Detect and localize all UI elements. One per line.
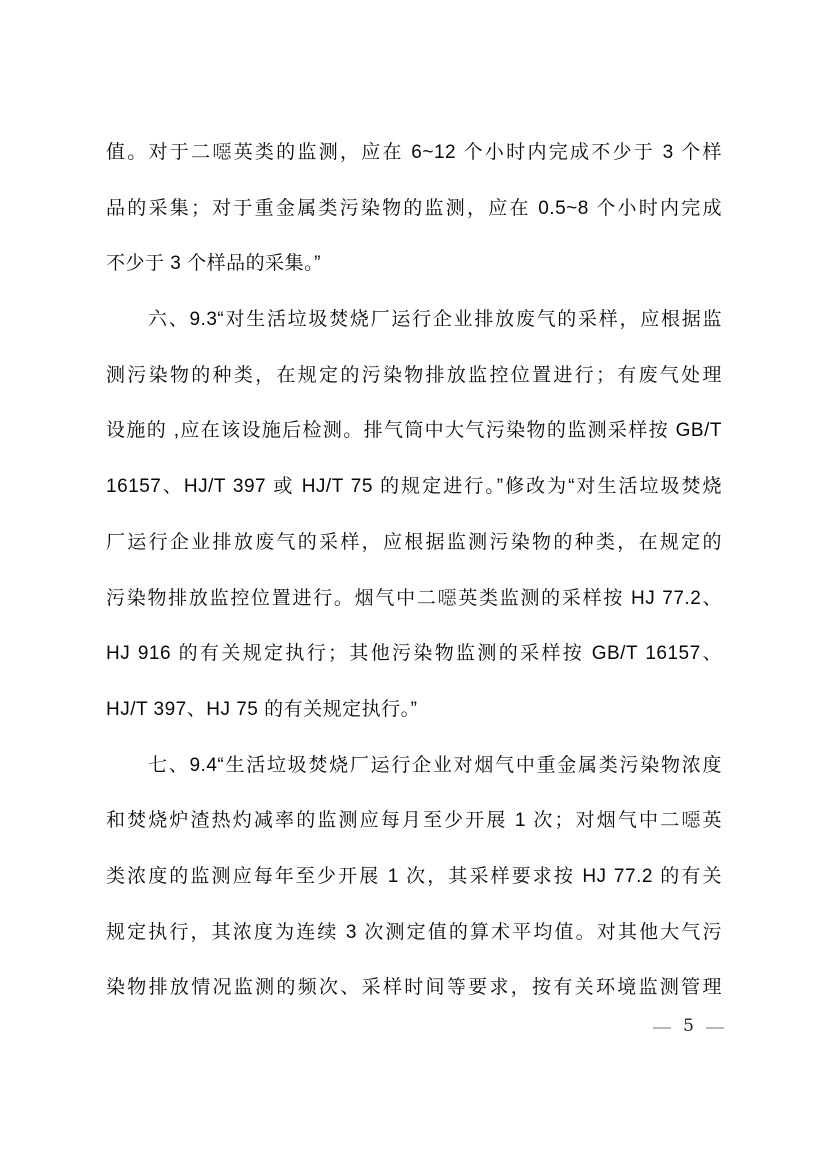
- text-line: 规定执行，其浓度为连续 3 次测定值的算术平均值。对其他大气污: [106, 921, 722, 943]
- paragraph: [106, 292, 722, 738]
- text-line: HJ 916 的有关规定执行；其他污染物监测的采样按 GB/T 16157、: [106, 643, 722, 665]
- paragraph: [106, 125, 722, 292]
- text-line: 16157、HJ/T 397 或 HJ/T 75 的规定进行。”修改为“对生活垃圾焚烧: [106, 476, 722, 498]
- text-line: 设施的 ,应在该设施后检测。排气筒中大气污染物的监测采样按 GB/T: [106, 420, 722, 442]
- page-number: 5: [683, 1016, 694, 1036]
- document-body: [106, 125, 722, 1016]
- text-line: 染物排放情况监测的频次、采样时间等要求，按有关环境监测管理: [106, 977, 722, 999]
- text-line: 厂运行企业排放废气的采样，应根据监测污染物的种类，在规定的: [106, 531, 722, 553]
- text-line: 七、9.4“生活垃圾焚烧厂运行企业对烟气中重金属类污染物浓度: [148, 754, 722, 776]
- paragraph: [106, 738, 722, 1016]
- text-line: 测污染物的种类，在规定的污染物排放监控位置进行；有废气处理: [106, 364, 722, 386]
- page-footer: [654, 1016, 723, 1036]
- text-line: 品的采集；对于重金属类污染物的监测，应在 0.5~8 个小时内完成: [106, 197, 722, 219]
- fallback-glyph: 噁: [681, 809, 703, 832]
- text-line: HJ/T 397、HJ 75 的有关规定执行。”: [106, 698, 418, 720]
- footer-dash-right: —: [705, 1016, 725, 1036]
- text-line: 污染物排放监控位置进行。烟气中二噁英类监测的采样按 HJ 77.2、: [106, 586, 722, 609]
- text-line: 不少于 3 个样品的采集。”: [106, 253, 321, 275]
- footer-dash-left: —: [652, 1016, 673, 1036]
- fallback-glyph: 噁: [437, 586, 459, 609]
- fallback-glyph: 噁: [212, 141, 234, 163]
- text-line: 类浓度的监测应每年至少开展 1 次，其采样要求按 HJ 77.2 的有关: [106, 865, 722, 887]
- text-line: 值。对于二噁英类的监测，应在 6~12 个小时内完成不少于 3 个样: [106, 141, 722, 163]
- text-line: 六、9.3“对生活垃圾焚烧厂运行企业排放废气的采样，应根据监: [148, 309, 722, 331]
- text-line: 和焚烧炉渣热灼减率的监测应每月至少开展 1 次；对烟气中二噁英: [106, 809, 722, 832]
